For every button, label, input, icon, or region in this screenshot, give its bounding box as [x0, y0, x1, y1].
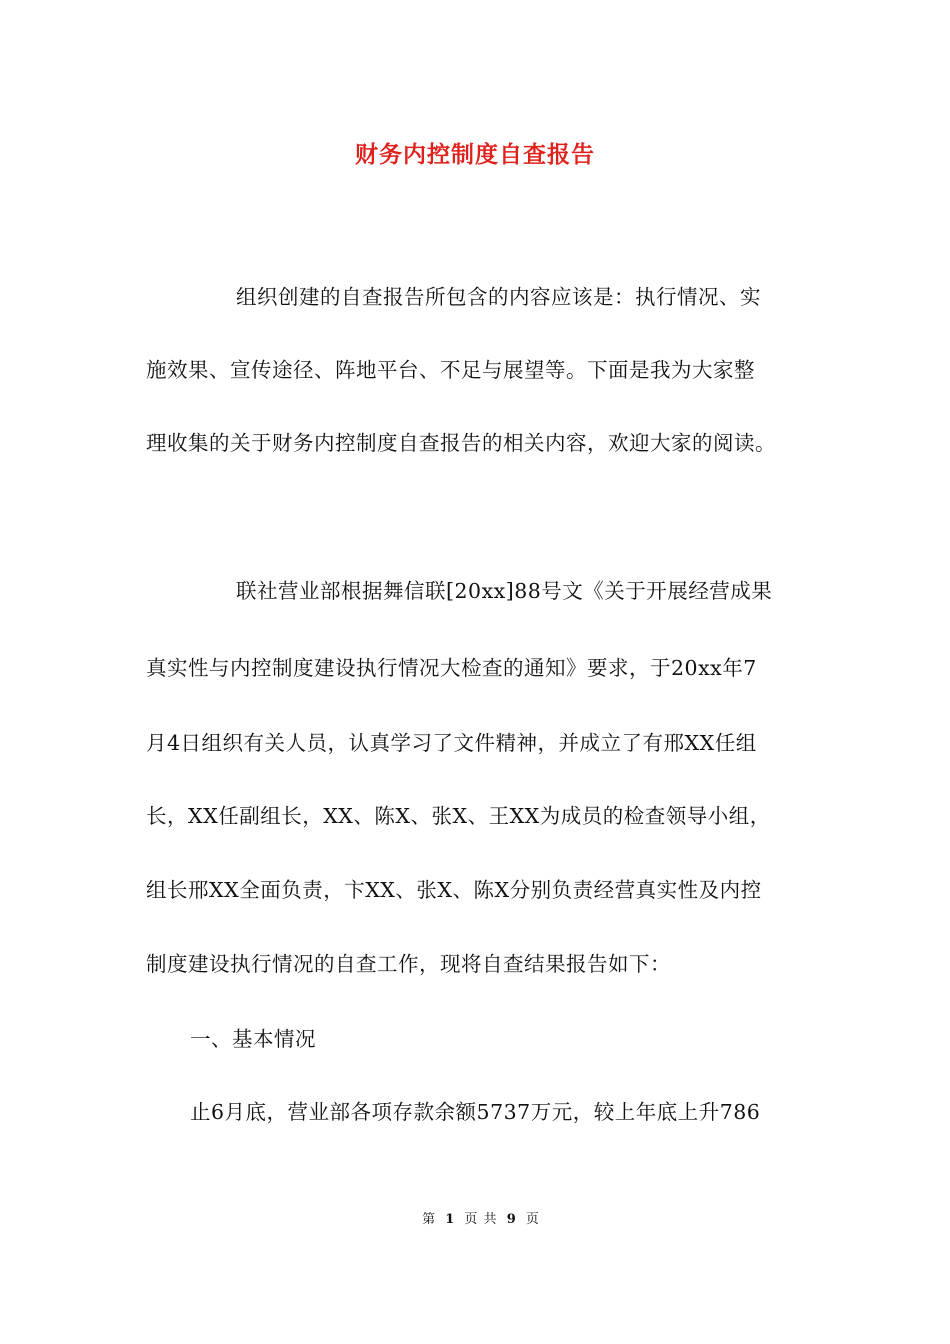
footer-total-pages: 9: [506, 1212, 517, 1227]
body-line-2: 真实性与内控制度建设执行情况大检查的通知》要求，于20xx年7: [146, 656, 757, 680]
body-line-6: 制度建设执行情况的自查工作，现将自查结果报告如下：: [146, 952, 671, 976]
footer-suffix: 页: [525, 1212, 540, 1227]
body-line-3: 月4日组织有关人员，认真学习了文件精神，并成立了有邢XX任组: [146, 731, 757, 755]
body-line-4: 长，XX任副组长，XX、陈X、张X、王XX为成员的检查领导小组，: [146, 804, 771, 828]
document-title: 财务内控制度自查报告: [355, 141, 595, 168]
page-footer: [0, 1208, 950, 1227]
intro-line-1: 组织创建的自查报告所包含的内容应该是：执行情况、实: [236, 285, 761, 309]
body-line-1: 联社营业部根据舞信联[20xx]88号文《关于开展经营成果: [236, 579, 773, 603]
intro-line-3: 理收集的关于财务内控制度自查报告的相关内容，欢迎大家的阅读。: [146, 431, 776, 455]
body-line-5: 组长邢XX全面负责，卞XX、张X、陈X分别负责经营真实性及内控: [146, 878, 762, 902]
section-line-1: 止6月底，营业部各项存款余额5737万元，较上年底上升786: [190, 1100, 761, 1124]
footer-current-page: 1: [445, 1212, 456, 1227]
footer-prefix: 第: [422, 1212, 437, 1227]
intro-line-2: 施效果、宣传途径、阵地平台、不足与展望等。下面是我为大家整: [146, 358, 755, 382]
section-heading: 一、基本情况: [190, 1027, 316, 1051]
footer-mid: 页 共: [464, 1212, 498, 1227]
